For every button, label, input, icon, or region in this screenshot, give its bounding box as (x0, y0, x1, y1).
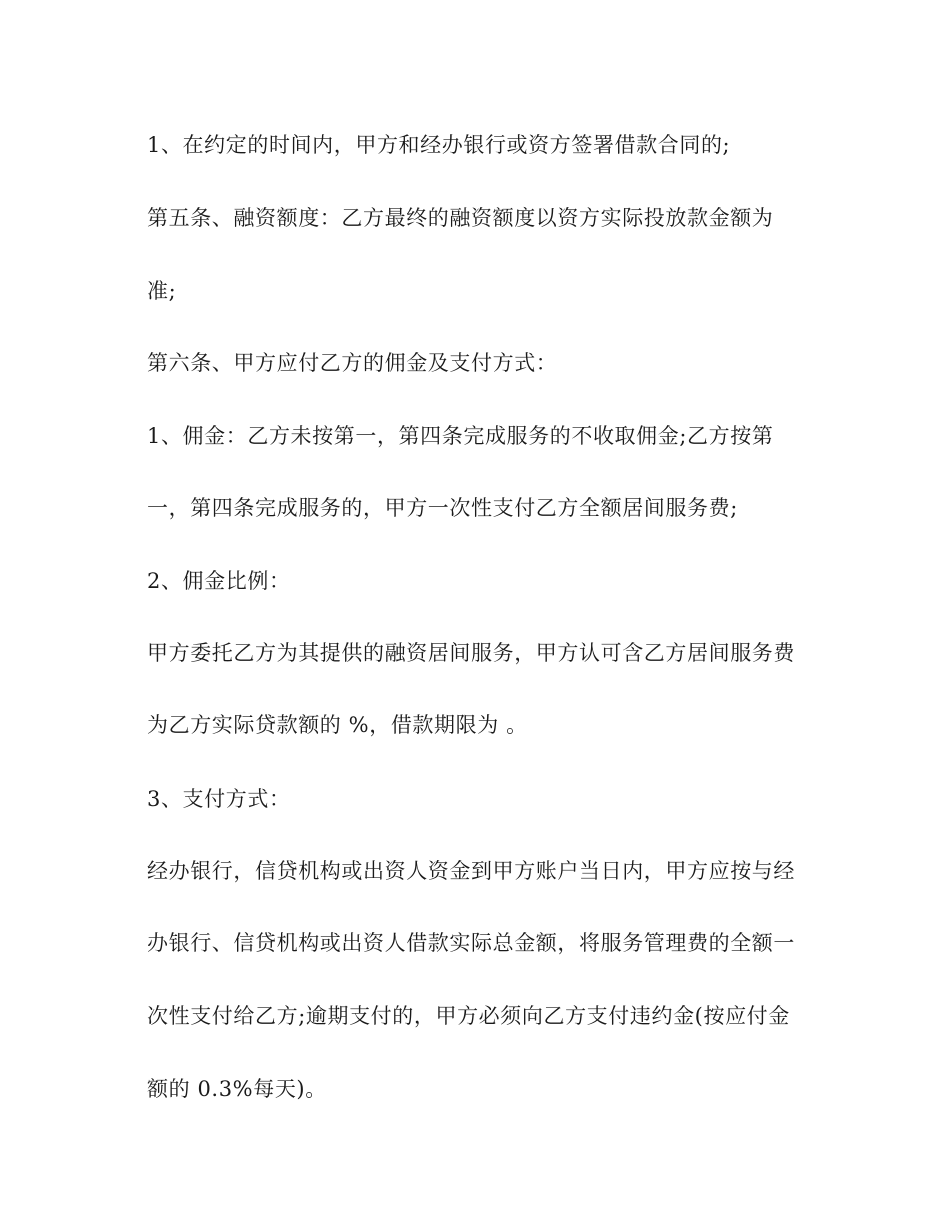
clause-commission-line-1: 1、佣金：乙方未按第一，第四条完成服务的不收取佣金;乙方按第 (147, 424, 774, 448)
clause-commission-ratio-line-2: 为乙方实际贷款额的 %，借款期限为 。 (147, 713, 528, 737)
clause-article-6-heading: 第六条、甲方应付乙方的佣金及支付方式： (147, 351, 558, 375)
clause-payment-line-3: 次性支付给乙方;逾期支付的，甲方必须向乙方支付违约金(按应付金 (147, 1004, 790, 1028)
clause-commission-ratio-heading: 2、佣金比例： (147, 569, 291, 593)
clause-payment-heading: 3、支付方式： (147, 787, 291, 811)
clause-article-5-line-1: 第五条、融资额度：乙方最终的融资额度以资方实际投放款金额为 (147, 206, 774, 230)
clause-commission-line-2: 一，第四条完成服务的，甲方一次性支付乙方全额居间服务费; (147, 496, 738, 520)
clause-article-5-line-2: 准; (147, 279, 177, 303)
clause-line-1: 1、在约定的时间内，甲方和经办银行或资方签署借款合同的; (147, 133, 731, 157)
clause-payment-line-4: 额的 0.3%每天)。 (147, 1077, 327, 1101)
clause-payment-line-2: 办银行、信贷机构或出资人借款实际总金额，将服务管理费的全额一 (147, 931, 795, 955)
clause-payment-line-1: 经办银行，信贷机构或出资人资金到甲方账户当日内，甲方应按与经 (147, 859, 795, 883)
clause-commission-ratio-line-1: 甲方委托乙方为其提供的融资居间服务，甲方认可含乙方居间服务费 (147, 641, 795, 665)
